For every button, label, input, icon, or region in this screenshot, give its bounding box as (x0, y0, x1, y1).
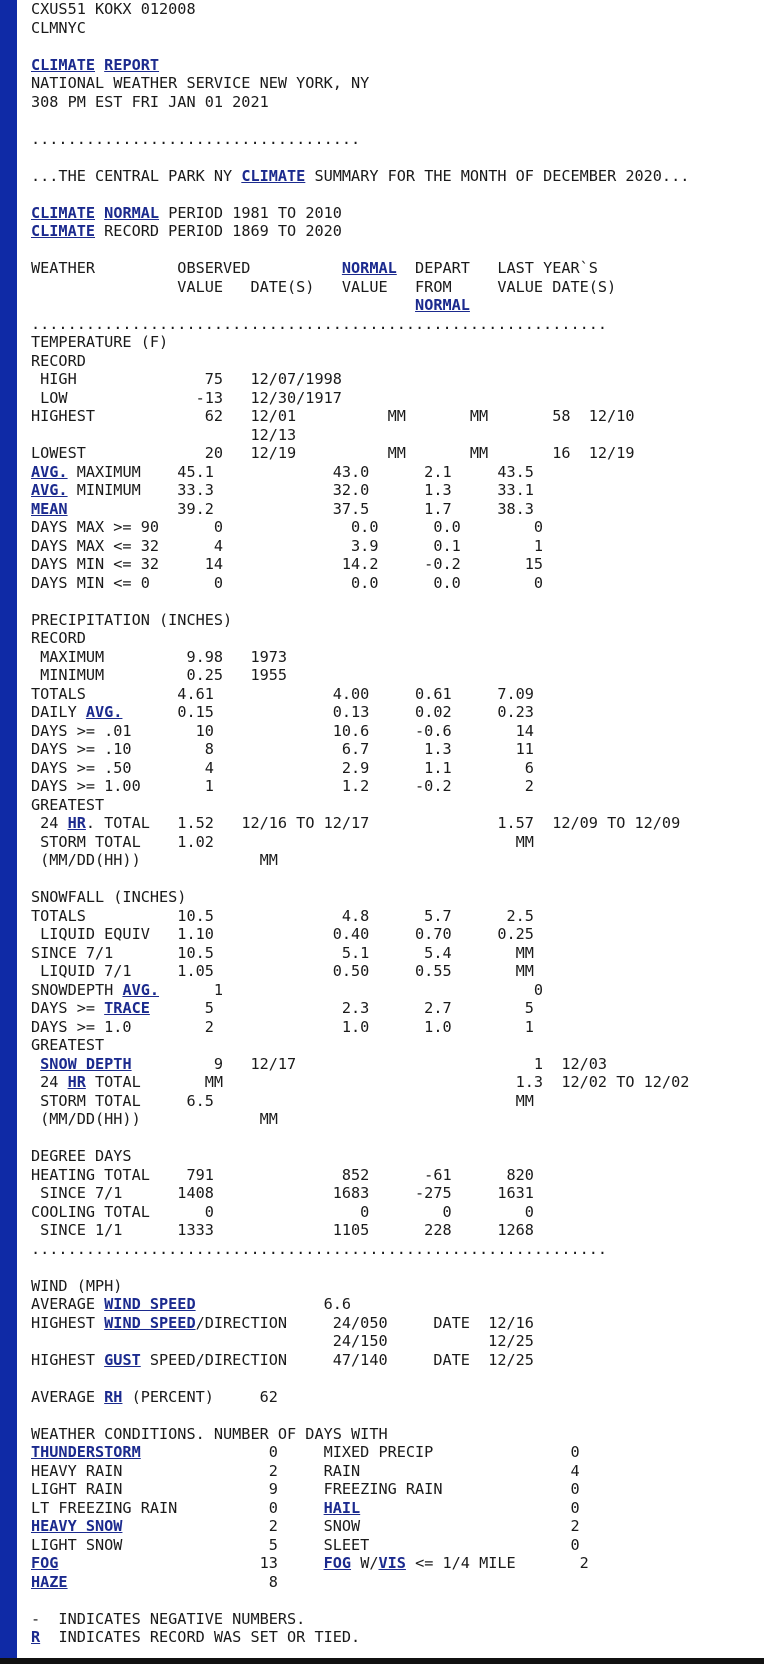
report-line (31, 222, 342, 240)
report-line (31, 130, 360, 148)
report-text (31, 1055, 40, 1073)
report-text: DAYS MAX >= 90 0 0.0 0.0 0 (31, 518, 544, 536)
report-line (31, 500, 534, 518)
glossary-link[interactable]: HR (67, 814, 86, 832)
report-text: MAXIMUM 45.1 43.0 2.1 43.5 (67, 462, 534, 481)
report-line (31, 1351, 534, 1369)
report-line (31, 981, 543, 999)
report-line (31, 1240, 607, 1258)
report-line (31, 796, 104, 814)
report-text: GREATEST (31, 1036, 105, 1054)
report-line (31, 370, 342, 388)
report-text: (MM/DD(HH)) MM (31, 851, 278, 869)
report-line (31, 740, 534, 758)
report-line (31, 1332, 534, 1350)
report-text: MINIMUM 0.25 1955 (31, 666, 288, 684)
climate-report-text (31, 0, 689, 1647)
glossary-link[interactable]: THUNDERSTORM (31, 1443, 141, 1461)
report-text: DEGREE DAYS (31, 1147, 132, 1165)
glossary-link[interactable]: REPORT (104, 55, 160, 74)
report-text: HEAVY RAIN 2 RAIN 4 (31, 1461, 580, 1480)
report-line (31, 1073, 689, 1091)
glossary-link[interactable]: R (31, 1628, 41, 1646)
glossary-link[interactable]: NORMAL (104, 203, 160, 222)
glossary-link[interactable]: HEAVY SNOW (31, 1517, 123, 1535)
report-text: RECORD (31, 351, 86, 370)
report-text: 24/150 12/25 (31, 1332, 534, 1350)
report-text: DAYS >= .10 8 6.7 1.3 11 (31, 740, 534, 758)
report-text: (MM/DD(HH)) MM (31, 1110, 278, 1128)
report-text: TOTALS 4.61 4.00 0.61 7.09 (31, 684, 534, 703)
report-line (31, 611, 232, 629)
report-text: LT FREEZING RAIN 0 (31, 1498, 324, 1517)
report-text: 24 (31, 814, 68, 832)
report-text: 24 (31, 1073, 68, 1091)
report-text: 0 (360, 1498, 580, 1517)
report-text: <= 1/4 MILE 2 (405, 1554, 589, 1572)
report-line (31, 1147, 132, 1165)
report-line (31, 1092, 534, 1110)
report-text: 39.2 37.5 1.7 38.3 (67, 499, 534, 518)
glossary-link[interactable]: HAZE (31, 1572, 68, 1591)
report-text: INDICATES RECORD WAS SET OR TIED. (40, 1628, 361, 1646)
report-line (31, 629, 86, 647)
report-line (31, 1221, 534, 1239)
report-line (31, 93, 269, 111)
glossary-link[interactable]: WIND SPEED (104, 1295, 196, 1313)
report-text: SINCE 7/1 10.5 5.1 5.4 MM (31, 943, 534, 962)
report-line (31, 315, 607, 333)
report-line (31, 0, 196, 18)
bottom-edge-bar (0, 1658, 764, 1664)
report-line (31, 833, 534, 851)
report-line (31, 1536, 580, 1554)
report-text: WIND (MPH) (31, 1276, 123, 1295)
report-line (31, 1480, 580, 1498)
report-text (95, 56, 104, 74)
report-line (31, 888, 186, 906)
report-text: HIGHEST 62 12/01 MM MM 58 12/10 (31, 407, 635, 425)
report-text: 8 (67, 1572, 278, 1591)
report-text: LIGHT SNOW 5 SLEET 0 (31, 1535, 580, 1554)
report-line (31, 1443, 580, 1461)
report-line (31, 1055, 607, 1073)
left-accent-bar (0, 0, 17, 1664)
report-line (31, 1554, 589, 1572)
report-text: .................................... (31, 129, 361, 148)
report-text: TEMPERATURE (F) (31, 333, 169, 351)
glossary-link[interactable]: AVG. (85, 703, 123, 721)
report-line (31, 1314, 534, 1332)
report-line (31, 1110, 278, 1128)
report-line (31, 167, 689, 185)
glossary-link[interactable]: CLIMATE (31, 55, 96, 74)
report-line (31, 537, 543, 555)
report-line (31, 648, 287, 666)
report-text: CLMNYC (31, 18, 86, 37)
report-line (31, 1388, 278, 1406)
report-line (31, 481, 534, 499)
glossary-link[interactable]: TRACE (104, 999, 150, 1017)
report-text: HIGH 75 12/07/1998 (31, 370, 342, 388)
report-text (95, 204, 104, 222)
report-text: DAYS >= .01 10 10.6 -0.6 14 (31, 721, 534, 740)
report-text: HIGHEST (31, 1313, 105, 1332)
report-text: AVERAGE (31, 1387, 105, 1406)
report-line (31, 999, 534, 1017)
report-text: DAYS MIN <= 0 0 0.0 0.0 0 (31, 573, 544, 592)
report-text: SNOWDEPTH (31, 980, 123, 999)
glossary-link[interactable]: NORMAL (341, 259, 397, 277)
report-text: ............................................................... (31, 1239, 608, 1258)
report-text: LOWEST 20 12/19 MM MM 16 12/19 (31, 444, 635, 462)
report-line (31, 333, 168, 351)
report-text: DAYS >= .50 4 2.9 1.1 6 (31, 758, 534, 777)
report-line (31, 777, 534, 795)
report-text: RECORD PERIOD 1869 TO 2020 (95, 222, 342, 240)
glossary-link[interactable]: RH (104, 1387, 123, 1406)
report-line (31, 389, 342, 407)
report-text: SINCE 1/1 1333 1105 228 1268 (31, 1221, 534, 1239)
report-line (31, 278, 616, 296)
report-text: WEATHER OBSERVED (31, 259, 342, 277)
report-line (31, 759, 534, 777)
report-text: GREATEST (31, 795, 105, 814)
report-line (31, 907, 534, 925)
glossary-link[interactable]: NORMAL (415, 296, 470, 314)
glossary-link[interactable]: AVG. (31, 481, 68, 499)
report-text: DAYS >= (31, 999, 105, 1017)
report-line (31, 1277, 122, 1295)
report-line (31, 19, 86, 37)
report-line (31, 407, 634, 425)
report-text: 0.15 0.13 0.02 0.23 (122, 703, 534, 721)
report-line (31, 666, 287, 684)
report-text: PRECIPITATION (INCHES) (31, 610, 233, 629)
report-line (31, 1628, 360, 1646)
report-line (31, 1018, 534, 1036)
report-text: WEATHER CONDITIONS. NUMBER OF DAYS WITH (31, 1424, 388, 1443)
report-text: AVERAGE (31, 1295, 105, 1313)
report-line (31, 851, 278, 869)
report-text: LOW -13 12/30/1917 (31, 388, 342, 407)
report-text: NATIONAL WEATHER SERVICE NEW YORK, NY (31, 74, 370, 92)
report-text: 6.6 (195, 1295, 352, 1313)
report-text: 0 MIXED PRECIP 0 (140, 1443, 580, 1461)
report-text: 1 0 (159, 980, 544, 999)
report-line (31, 1036, 104, 1054)
report-line (31, 1499, 580, 1517)
report-text: DAYS MIN <= 32 14 14.2 -0.2 15 (31, 555, 544, 573)
report-line (31, 463, 534, 481)
report-text: ............................................................... (31, 314, 608, 333)
report-text: DEPART LAST YEAR`S (396, 259, 598, 277)
report-line (31, 685, 534, 703)
report-text: 12/13 (31, 425, 297, 444)
report-text: LIQUID 7/1 1.05 0.50 0.55 MM (31, 962, 534, 980)
report-text: STORM TOTAL 6.5 MM (31, 1091, 534, 1110)
report-text: DAYS >= 1.00 1 1.2 -0.2 2 (31, 777, 534, 795)
report-text: SINCE 7/1 1408 1683 -275 1631 (31, 1184, 534, 1202)
report-line (31, 722, 534, 740)
glossary-link[interactable]: MEAN (31, 499, 68, 518)
report-text: HIGHEST (31, 1350, 105, 1369)
report-line (31, 56, 159, 74)
glossary-link[interactable]: FOG (31, 1554, 59, 1572)
report-text: HEATING TOTAL 791 852 -61 820 (31, 1165, 534, 1184)
report-text: . TOTAL 1.52 12/16 TO 12/17 1.57 12/09 TO 12/09 (85, 814, 681, 832)
report-text: MAXIMUM 9.98 1973 (31, 647, 288, 666)
report-text: (PERCENT) 62 (122, 1387, 278, 1406)
report-line (31, 1610, 305, 1628)
glossary-link[interactable]: WIND SPEED (104, 1313, 196, 1332)
report-line (31, 518, 543, 536)
report-text: LIQUID EQUIV 1.10 0.40 0.70 0.25 (31, 925, 534, 943)
glossary-link[interactable]: GUST (104, 1350, 141, 1369)
report-text: PERIOD 1981 TO 2010 (159, 203, 342, 222)
report-line (31, 352, 86, 370)
report-line (31, 1203, 534, 1221)
glossary-link[interactable]: HR (67, 1073, 86, 1091)
report-line (31, 555, 543, 573)
report-text: DAILY (31, 703, 86, 721)
report-line (31, 925, 534, 943)
report-text: 9 12/17 1 12/03 (131, 1054, 608, 1073)
report-text: COOLING TOTAL 0 0 0 0 (31, 1202, 534, 1221)
glossary-link[interactable]: CLIMATE (241, 166, 306, 185)
report-text: SNOWFALL (INCHES) (31, 888, 187, 906)
report-text: DAYS >= 1.0 2 1.0 1.0 1 (31, 1017, 534, 1036)
report-line (31, 1462, 580, 1480)
report-text: SUMMARY FOR THE MONTH OF DECEMBER 2020... (305, 166, 690, 185)
report-text: MINIMUM 33.3 32.0 1.3 33.1 (67, 481, 534, 499)
glossary-link[interactable]: SNOW DEPTH (40, 1054, 132, 1073)
glossary-link[interactable]: AVG. (122, 980, 160, 999)
report-text: /DIRECTION 24/050 DATE 12/16 (195, 1313, 534, 1332)
report-text: RECORD (31, 629, 86, 647)
report-line (31, 1295, 351, 1313)
report-text: TOTAL MM 1.3 12/02 TO 12/02 (85, 1073, 690, 1091)
report-line (31, 814, 680, 832)
report-line (31, 1166, 534, 1184)
report-line (31, 444, 634, 462)
report-text: - INDICATES NEGATIVE NUMBERS. (31, 1609, 306, 1628)
report-line (31, 296, 470, 314)
report-line (31, 1184, 534, 1202)
report-line (31, 259, 598, 277)
report-text: 5 2.3 2.7 5 (149, 999, 534, 1017)
report-text: TOTALS 10.5 4.8 5.7 2.5 (31, 906, 534, 925)
report-text: 2 SNOW 2 (122, 1517, 580, 1535)
report-line (31, 574, 543, 592)
report-line (31, 1573, 278, 1591)
glossary-link[interactable]: FOG (323, 1554, 352, 1572)
report-line (31, 204, 342, 222)
report-text: CXUS51 KOKX 012008 (31, 0, 196, 18)
report-text (31, 296, 415, 314)
report-text: VALUE DATE(S) VALUE FROM VALUE DATE(S) (31, 277, 617, 296)
report-text: 13 (58, 1554, 324, 1572)
report-line (31, 962, 534, 980)
glossary-link[interactable]: AVG. (31, 462, 68, 481)
report-line (31, 944, 534, 962)
glossary-link[interactable]: CLIMATE (31, 203, 96, 222)
report-line (31, 74, 369, 92)
report-line (31, 1517, 580, 1535)
glossary-link[interactable]: VIS (378, 1554, 406, 1572)
report-text: 308 PM EST FRI JAN 01 2021 (31, 92, 269, 111)
report-text: SPEED/DIRECTION 47/140 DATE 12/25 (140, 1350, 534, 1369)
report-line (31, 1425, 388, 1443)
report-text: ...THE CENTRAL PARK NY (31, 166, 242, 185)
glossary-link[interactable]: CLIMATE (31, 222, 96, 240)
report-text: STORM TOTAL 1.02 MM (31, 832, 534, 851)
report-text: LIGHT RAIN 9 FREEZING RAIN 0 (31, 1480, 580, 1498)
report-text: DAYS MAX <= 32 4 3.9 0.1 1 (31, 536, 544, 555)
report-text: W/ (351, 1554, 379, 1572)
report-line (31, 703, 534, 721)
glossary-link[interactable]: HAIL (323, 1498, 361, 1517)
report-line (31, 426, 296, 444)
